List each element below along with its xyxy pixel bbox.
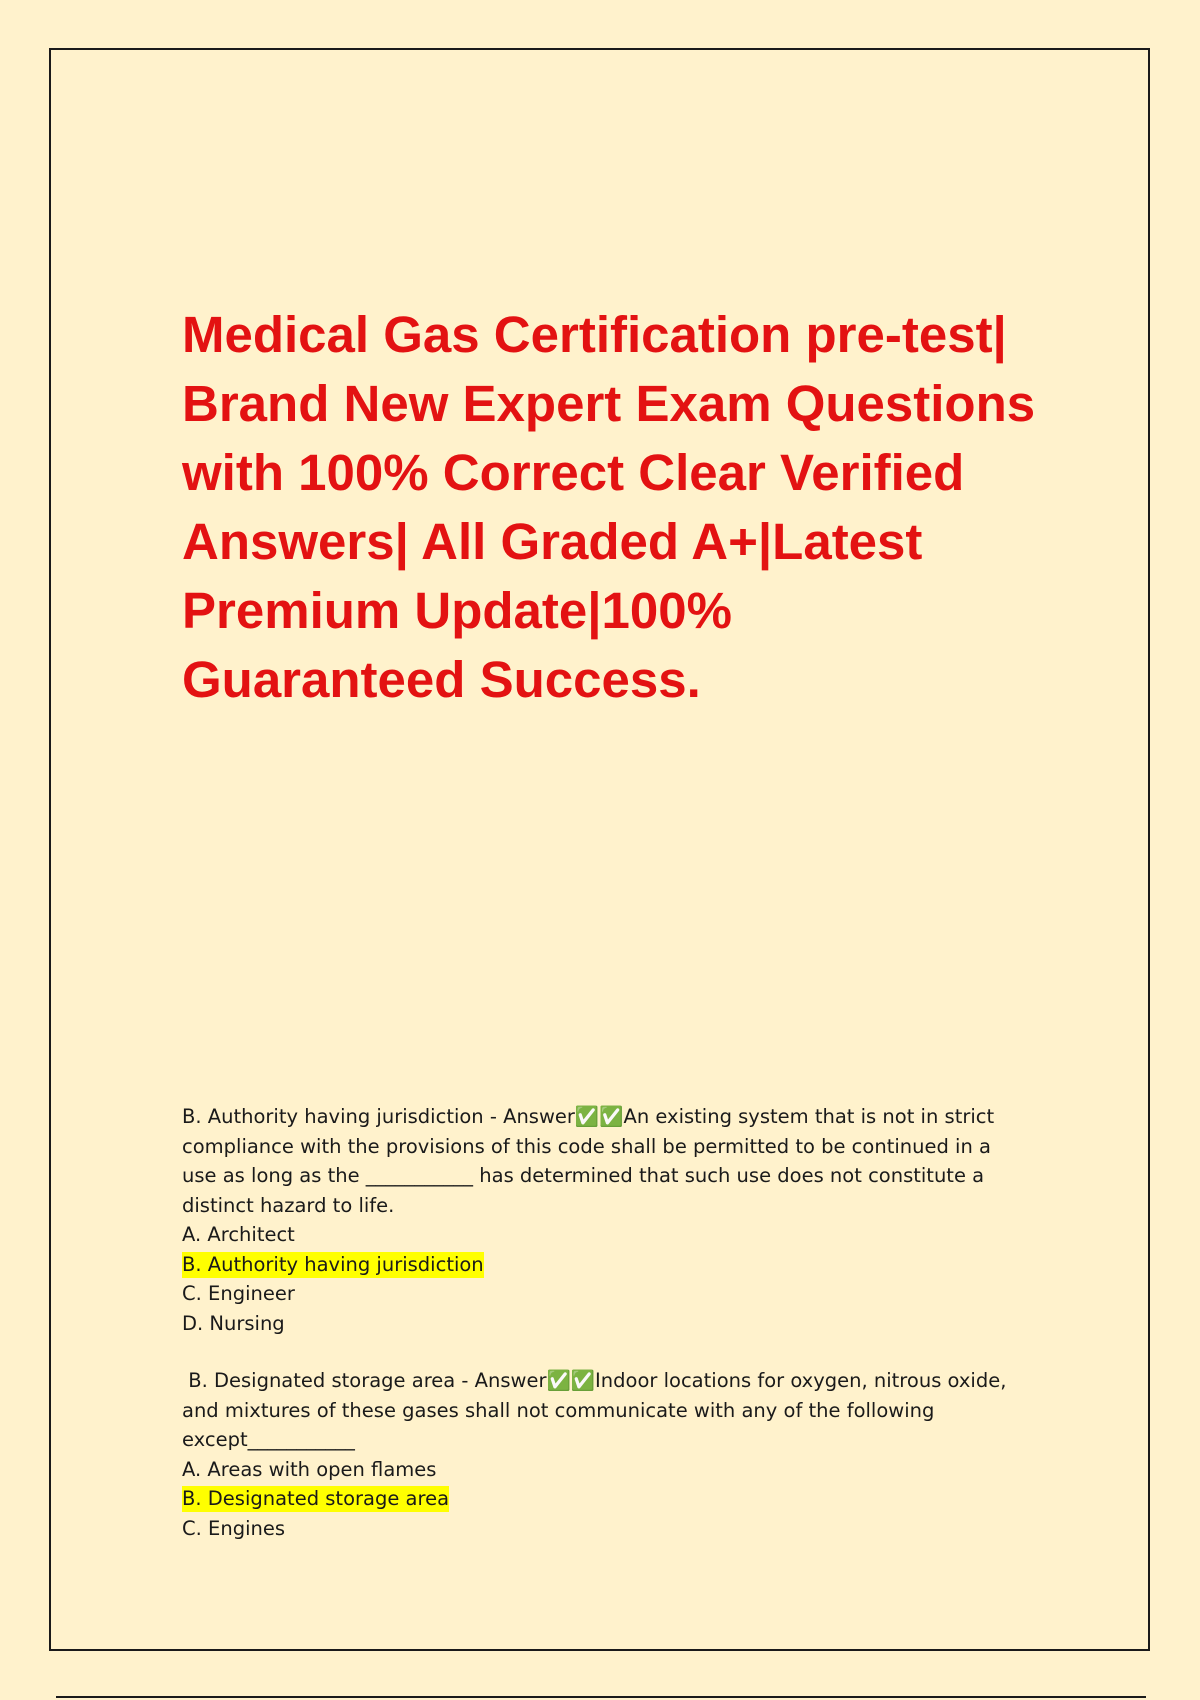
title-line: Medical Gas Certification pre-test| <box>182 306 1007 363</box>
question-text-line: and mixtures of these gases shall not communicate with any of the following <box>182 1398 935 1422</box>
title-line: Guaranteed Success. <box>182 651 701 708</box>
answer-option <box>182 1455 1062 1485</box>
question-text-line: B. Designated storage area - Answer✅✅Indoor locations for oxygen, nitrous oxide, <box>182 1369 1007 1392</box>
answer-option-text: C. Engines <box>182 1516 286 1540</box>
answer-option <box>182 1279 1062 1309</box>
answer-option-correct <box>182 1484 1062 1514</box>
bottom-rule <box>56 1696 1146 1698</box>
answer-option <box>182 1220 1062 1250</box>
answer-option <box>182 1309 1062 1339</box>
question-text-line: except___________ <box>182 1428 355 1451</box>
title-line: with 100% Correct Clear Verified <box>182 444 965 501</box>
highlighted-answer: B. Authority having jurisdiction <box>182 1252 484 1276</box>
question-block-2 <box>182 1366 1062 1543</box>
title-line: Brand New Expert Exam Questions <box>182 375 1036 432</box>
answer-option-text: C. Engineer <box>182 1282 295 1305</box>
question-text-line: use as long as the ___________ has determined that such use does not constitute a <box>182 1164 985 1187</box>
answer-option-text: D. Nursing <box>182 1311 285 1335</box>
answer-option-text: A. Areas with open flames <box>182 1457 437 1481</box>
question-text-line: B. Authority having jurisdiction - Answer✅✅An existing system that is not in strict <box>182 1105 995 1128</box>
title-line: Premium Update|100% <box>182 582 732 639</box>
document-title <box>182 300 1082 714</box>
question-block-1 <box>182 1102 1062 1338</box>
answer-option <box>182 1514 1062 1544</box>
highlighted-answer: B. Designated storage area <box>182 1487 450 1510</box>
question-text-line: compliance with the provisions of this code shall be permitted to be continued in a <box>182 1134 991 1158</box>
answer-option-correct <box>182 1250 1062 1280</box>
answer-option-text: A. Architect <box>182 1223 295 1246</box>
question-text-line: distinct hazard to life. <box>182 1193 395 1217</box>
title-line: Answers| All Graded A+|Latest <box>182 513 923 570</box>
